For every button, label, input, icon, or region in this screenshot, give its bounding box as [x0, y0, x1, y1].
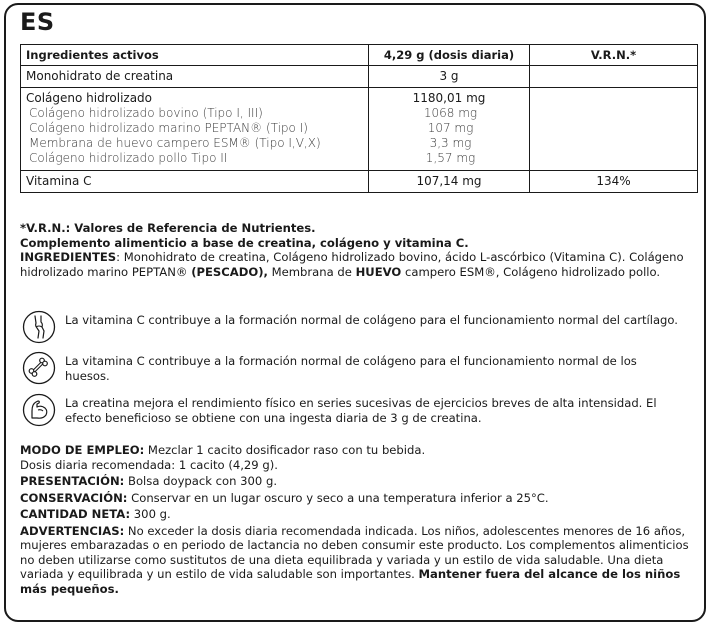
net-quantity — [20, 507, 704, 522]
nutrition-table — [20, 44, 698, 193]
notes-block — [20, 221, 704, 279]
collagen-dose: 1180,01 mg — [412, 91, 486, 105]
header-vrn: V.R.N.* — [530, 45, 698, 66]
presentation-label: PRESENTACIÓN: — [20, 474, 125, 488]
collagen-chicken-dose: 1,57 mg — [425, 151, 476, 165]
collagen-marine-dose: 107 mg — [427, 121, 474, 135]
egg-membrane-name: Membrana de huevo campero ESM® (Tipo I,V,X) — [29, 136, 321, 150]
warnings-label: ADVERTENCIAS: — [20, 523, 125, 538]
daily-dose: Dosis diaria recomendada: 1 cacito (4,29 g). — [20, 457, 278, 472]
collagen-names — [21, 88, 369, 171]
creatine-vrn — [530, 66, 698, 88]
allergen-fish: (PESCADO), — [191, 264, 268, 279]
vitamin-c-dose: 107,14 mg — [369, 171, 530, 193]
net-text: 300 g. — [130, 507, 171, 521]
muscle-arm-icon — [22, 393, 56, 427]
collagen-doses — [369, 88, 530, 171]
supplement-description: Complemento alimenticio a base de creatina, colágeno y vitamina C. — [20, 235, 469, 250]
claim-creatine-text: La creatina mejora el rendimiento físico en series sucesivas de ejercicios breves de alta intensidad. El efecto beneficioso se obtiene con una ingesta diaria de 3 g de creatina. — [65, 396, 657, 425]
creatine-dose: 3 g — [369, 66, 530, 88]
ingredients-text — [20, 250, 704, 279]
storage-label: CONSERVACIÓN: — [20, 490, 128, 505]
allergen-egg: HUEVO — [355, 264, 402, 279]
vrn-note: *V.R.N.: Valores de Referencia de Nutrientes. — [20, 221, 316, 235]
table-row-vitamin-c — [21, 171, 698, 193]
presentation-text: Bolsa doypack con 300 g. — [124, 474, 278, 488]
warnings-bold: Mantener fuera del alcance de los niños más pequeños. — [20, 567, 681, 596]
table-row-collagen — [21, 88, 698, 171]
storage-text: Conservar en un lugar oscuro y seco a una temperatura inferior a 25°C. — [127, 490, 549, 505]
ingredients-part-a: : Monohidrato de creatina, Colágeno hidrolizado bovino, ácido L-ascórbico (Vitamina C). Colágeno hidrolizado marino PEPTAN® — [20, 250, 684, 279]
knee-joint-icon — [22, 310, 56, 344]
collagen-bovine-name: Colágeno hidrolizado bovino (Tipo I, III) — [29, 106, 263, 120]
claim-bones — [22, 351, 692, 387]
claim-cartilage-text: La vitamina C contribuye a la formación normal de colágeno para el funcionamiento normal del cartílago. — [65, 313, 678, 327]
usage-block — [20, 443, 704, 598]
warnings-text: No exceder la dosis diaria recomendada indicada. Los niños, adolescentes menores de 16 años, mujeres embarazadas o en periodo de lactancia no deben consumir este producto. Los complementos alimenticios no deben utilizarse como sustitutos de una dieta equilibrada y variada y un estilo de vida saludable. Una dieta variada y equilibrada y un estilo de vida saludable son importantes. — [20, 523, 689, 581]
creatine-name: Monohidrato de creatina — [21, 66, 369, 88]
collagen-name: Colágeno hidrolizado — [26, 91, 153, 105]
language-code: ES — [20, 8, 55, 36]
egg-membrane-dose: 3,3 mg — [429, 136, 472, 150]
ingredients-label: INGREDIENTES — [20, 250, 117, 264]
warnings — [20, 524, 704, 597]
collagen-chicken-name: Colágeno hidrolizado pollo Tipo II — [29, 151, 228, 165]
vitamin-c-vrn: 134% — [530, 171, 698, 193]
table-row-creatine — [21, 66, 698, 88]
ingredients-part-b: Membrana de — [267, 264, 356, 279]
usage-text: Mezclar 1 cacito dosificador raso con tu bebida. — [144, 443, 426, 457]
table-header-row — [21, 45, 698, 66]
header-dose: 4,29 g (dosis diaria) — [369, 45, 530, 66]
presentation — [20, 474, 704, 489]
claim-bones-text: La vitamina C contribuye a la formación normal de colágeno para el funcionamiento normal de los huesos. — [65, 354, 637, 383]
header-ingredients: Ingredientes activos — [21, 45, 369, 66]
ingredients-part-c: campero ESM®, Colágeno hidrolizado pollo. — [401, 264, 661, 279]
net-label: CANTIDAD NETA: — [20, 507, 131, 521]
claim-cartilage — [22, 310, 692, 346]
collagen-marine-name: Colágeno hidrolizado marino PEPTAN® (Tipo I) — [29, 121, 308, 135]
usage-instructions — [20, 443, 704, 458]
usage-label: MODO DE EMPLEO: — [20, 443, 145, 457]
bone-icon — [22, 351, 56, 385]
vitamin-c-name: Vitamina C — [21, 171, 369, 193]
collagen-bovine-dose: 1068 mg — [423, 106, 478, 120]
claim-creatine — [22, 393, 692, 429]
collagen-vrn — [530, 88, 698, 171]
storage — [20, 491, 704, 506]
